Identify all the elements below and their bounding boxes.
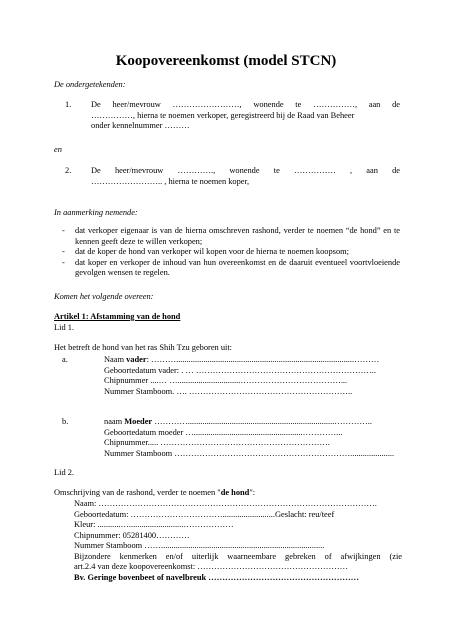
party-1-line-1: De heer/mevrouw ……………………, wonende te ……………, aan de	[91, 100, 400, 109]
dog-details	[74, 499, 402, 583]
dam-chip-line: Chipnummer..... …………………………………………………….	[104, 438, 330, 447]
section-komen: Komen het volgende overeen:	[54, 292, 154, 301]
section-in-aanmerking: In aanmerking nemende:	[54, 208, 138, 217]
party-1	[65, 100, 400, 132]
party-2-line-1: De heer/mevrouw …………., wonende te …………… , aan de	[91, 166, 400, 175]
party-1-number: 1.	[65, 100, 72, 109]
betreft-text: Het betreft de hond van het ras Shih Tzu geboren uit:	[54, 343, 232, 352]
dam-letter: b.	[62, 417, 69, 426]
party-2-line-2: …………………….. , hierna te noemen koper,	[91, 176, 250, 186]
dog-features-line-2: art.2.4 van deze koopovereenkomst: ………………………………………………	[74, 562, 349, 571]
dog-chip-line: Chipnummer: 05281400…………	[74, 530, 190, 540]
page-title: Koopovereenkomst (model STCN)	[115, 53, 337, 69]
dam-pedigree-line: Nummer Stamboom ……………………………………………………….....................	[104, 448, 395, 458]
article-1-heading: Artikel 1: Afstamming van de hond	[54, 312, 181, 321]
dam-name-line: naam Moeder …………......................................................................…………..	[104, 417, 372, 426]
dog-pedigree-line: Nummer Stamboom ……..............................................................................	[74, 541, 325, 550]
sire-birthdate-line: Geboortedatum vader: . … ………………………………………………………..	[104, 365, 376, 375]
party-1-line-2: ……………, hierna te noemen verkoper, geregistreerd bij de Raad van Beheer	[91, 110, 355, 120]
dog-features-line-1: Bijzondere kenmerken en/of uiterlijk waarneembare gebreken of afwijkingen (zie	[74, 551, 402, 561]
sire-letter: a.	[62, 355, 68, 364]
sire-name-line: Naam vader: ……….....................................................................................………	[104, 355, 380, 364]
sire-block	[62, 355, 402, 397]
dog-color-line: Kleur: ...........…..........................………………	[74, 520, 234, 529]
section-ondergetekenden: De ondergetekenden:	[54, 80, 126, 89]
party-2-number: 2.	[65, 166, 72, 175]
list-item: - dat de koper de hond van verkoper wil kopen voor de hierna te noemen koopsom;	[62, 247, 349, 256]
lid-1-label: Lid 1.	[54, 323, 75, 332]
dam-block	[62, 417, 402, 459]
considerations-list	[62, 226, 400, 279]
list-item: - dat koper en verkoper de inhoud van hun overeenkomst en de daaruit eventueel voortvloeiende gevolgen wensen te regelen.	[62, 257, 400, 277]
dog-example-line: Bv. Geringe bovenbeet of navelbreuk ………………………………………………	[74, 572, 360, 582]
word-en: en	[54, 145, 62, 154]
list-item: - dat verkoper eigenaar is van de hierna omschreven rashond, verder te noemen “de hond” en te kennen geeft deze te willen verkopen;	[62, 226, 400, 246]
party-2	[65, 166, 400, 187]
dog-birthdate-line: Geboortedatum: …………………………….........................Geslacht: reu/teef	[74, 509, 335, 519]
party-1-line-3: onder kennelnummer ………	[91, 121, 190, 130]
dog-name-line: Naam: ……………………………………………………………………………………….	[74, 499, 377, 508]
lid-2-label: Lid 2.	[54, 468, 75, 477]
omschrijving-text: Omschrijving van de rashond, verder te noemen "de hond":	[54, 488, 256, 497]
sire-pedigree-line: Nummer Stamboom. …. …………………………………………………..	[104, 386, 353, 396]
sire-chip-line: Chipnummer ....… …..............................………………………………...	[104, 376, 348, 385]
dam-birthdate-line: Geboortedatum moeder …....................................................…………...	[104, 427, 343, 437]
